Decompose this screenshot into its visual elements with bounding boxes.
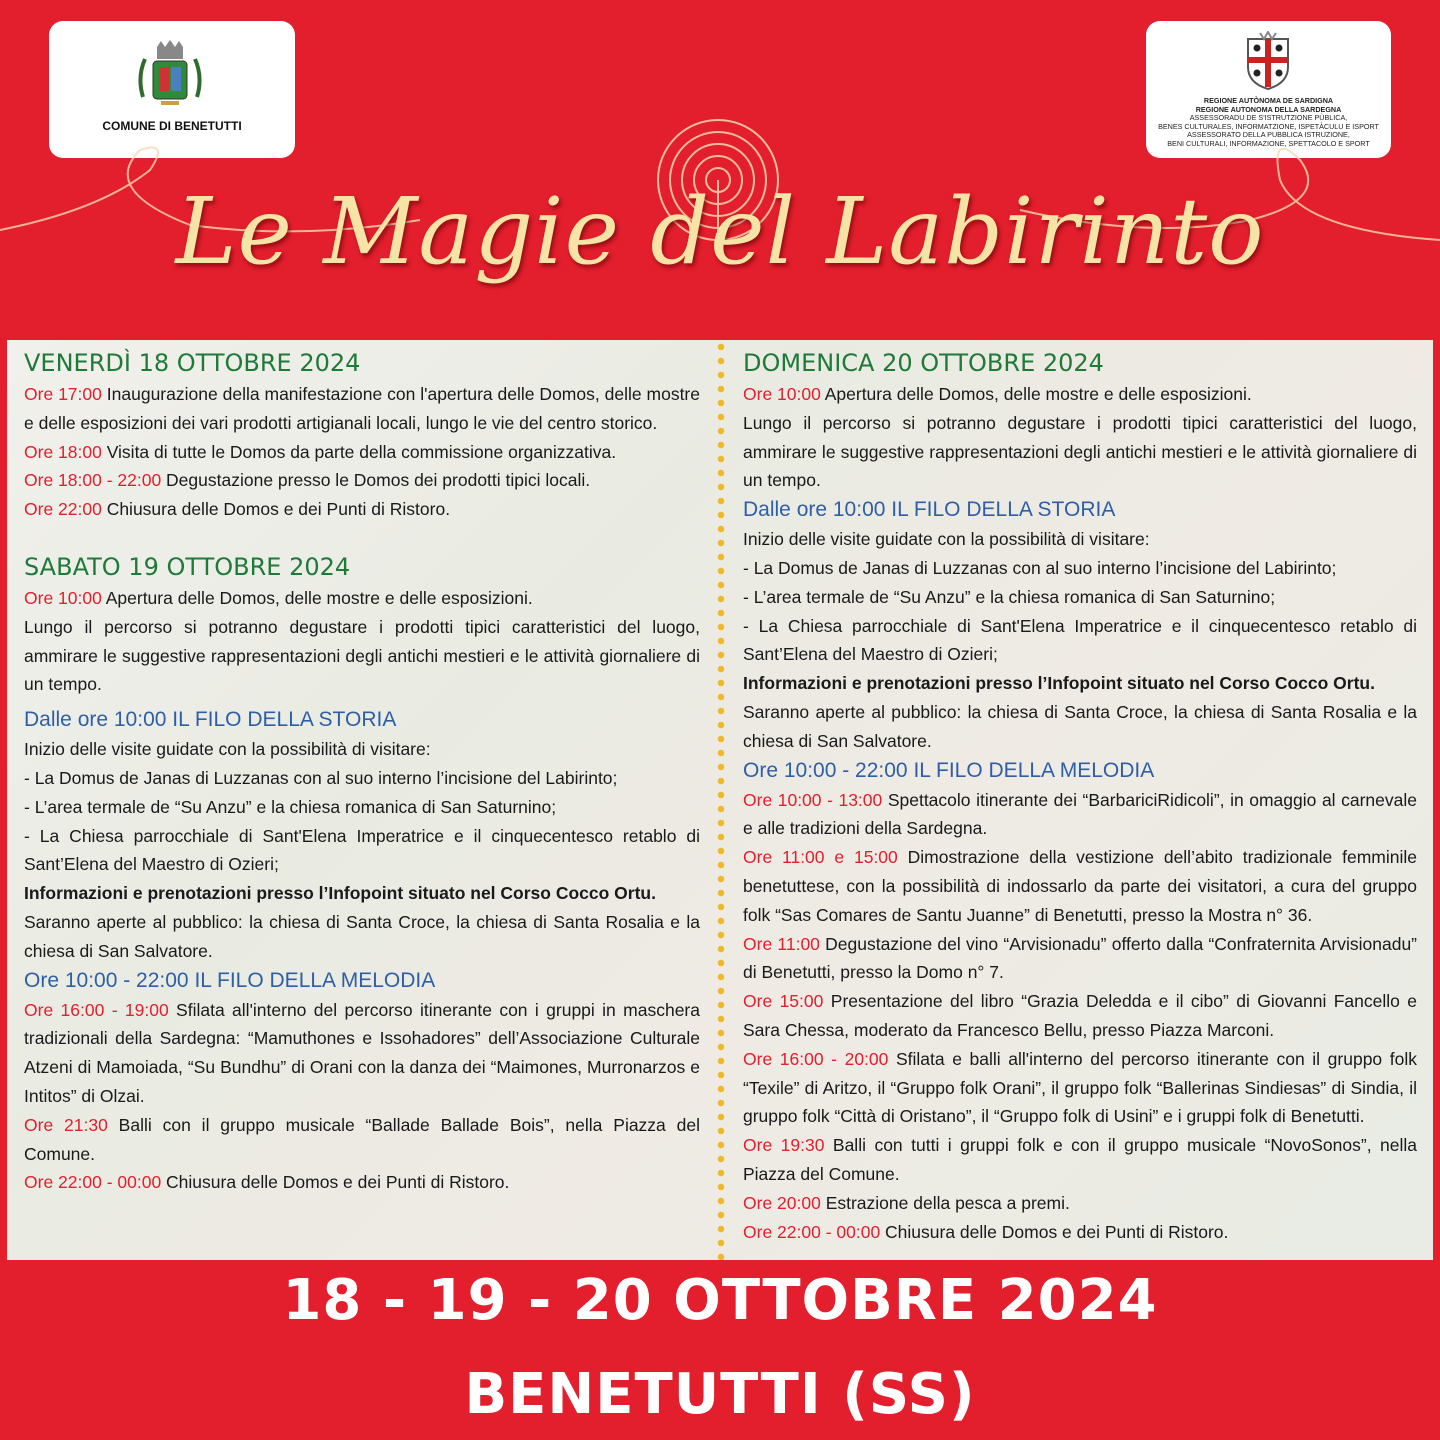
section-heading-melodia: Ore 10:00 - 22:00 IL FILO DELLA MELODIA: [743, 758, 1155, 782]
event-item: Ore 20:00 Estrazione della pesca a premi.: [743, 1192, 1070, 1213]
event-item: Ore 11:00 e 15:00 Dimostrazione della vestizione dell’abito tradizionale femminile benetuttese, con la possibilità di indossarlo da parte dei visitatori, a cura del gruppo folk “Sas Comares de Santu Juanne” di Benetutti, presso la Mostra n° 36.: [743, 847, 1417, 925]
region-line-4: BENES CULTURALES, INFORMATZIONE, ISPETÀCULU E ISPORT: [1158, 121, 1379, 131]
visits-line: - La Chiesa parrocchiale di Sant'Elena Imperatrice e il cinquecentesco retablo di Sant’Elena del Maestro di Ozieri;: [24, 825, 700, 875]
event-item: Ore 22:00 Chiusura delle Domos e dei Punti di Ristoro.: [24, 499, 451, 520]
visits-line: - La Chiesa parrocchiale di Sant'Elena Imperatrice e il cinquecentesco retablo di Sant’Elena del Maestro di Ozieri;: [743, 615, 1417, 665]
event-item: Ore 17:00 Inaugurazione della manifestazione con l'apertura delle Domos, delle mostre e delle esposizioni dei vari prodotti artigianali locali, lungo le vie del centro storico.: [24, 384, 700, 433]
event-item: Ore 18:00 Visita di tutte le Domos da parte della commissione organizzativa.: [24, 441, 617, 462]
footer-place: BENETUTTI (SS): [464, 1362, 976, 1427]
paragraph: Lungo il percorso si potranno degustare i prodotti tipici caratteristici del luogo, ammirare le suggestive rappresentazioni degli antichi mestieri e le attività giornaliere di un tempo.: [24, 616, 700, 695]
region-line-3: ASSESSORADU DE S'ISTRUTZIONE PÙBLICA,: [1189, 113, 1348, 123]
column-divider: [716, 340, 726, 1260]
day-heading-friday: VENERDÌ 18 OTTOBRE 2024: [24, 349, 361, 377]
region-line-1: REGIONE AUTÒNOMA DE SARDIGNA: [1203, 96, 1334, 105]
program-panel: [7, 340, 1433, 1260]
region-line-5: ASSESSORATO DELLA PUBBLICA ISTRUZIONE,: [1187, 130, 1350, 140]
visits-line: Inizio delle visite guidate con la possibilità di visitare:: [24, 739, 431, 760]
page-title: Le Magie del Labirinto: [175, 178, 1265, 285]
paragraph: Saranno aperte al pubblico: la chiesa di Santa Croce, la chiesa di Santa Rosalia e la chiesa di San Salvatore.: [743, 701, 1417, 751]
section-heading-storia: Dalle ore 10:00 IL FILO DELLA STORIA: [24, 708, 397, 732]
info-line: Informazioni e prenotazioni presso l’Infopoint situato nel Corso Cocco Ortu.: [743, 673, 1375, 694]
visits-line: - L’area termale de “Su Anzu” e la chiesa romanica di San Saturnino;: [24, 796, 557, 817]
event-item: Ore 16:00 - 19:00 Sfilata all'interno del percorso itinerante con i gruppi in maschera tradizionali della Sardegna: “Mamuthones e Issohadores” dell’Associazione Culturale Atzeni di Mamoiada, “Su Bundhu” di Orani con la danza dei “Maimones, Murronarzos e Intitos” di Olzai.: [24, 999, 700, 1106]
footer-dates: 18 - 19 - 20 OTTOBRE 2024: [282, 1268, 1158, 1333]
event-item: Ore 16:00 - 20:00 Sfilata e balli all'interno del percorso itinerante con il gruppo folk “Texile” di Aritzo, il “Gruppo folk Orani”, il gruppo folk “Ballerinas Sindiesas” di Sindia, il gruppo folk “Città di Oristano”, il “Gruppo folk di Usini” e i gruppi folk di Benetutti.: [743, 1048, 1417, 1127]
day-heading-sunday: DOMENICA 20 OTTOBRE 2024: [743, 349, 1104, 377]
section-heading-melodia: Ore 10:00 - 22:00 IL FILO DELLA MELODIA: [24, 968, 436, 992]
event-item: Ore 19:30 Balli con tutti i gruppi folk e con il gruppo musicale “NovoSonos”, nella Piazza del Comune.: [743, 1135, 1417, 1184]
region-line-2: REGIONE AUTONOMA DELLA SARDEGNA: [1195, 104, 1342, 114]
right-column: [743, 346, 1417, 1246]
visits-line: Inizio delle visite guidate con la possibilità di visitare:: [743, 529, 1150, 550]
section-heading-storia: Dalle ore 10:00 IL FILO DELLA STORIA: [743, 498, 1116, 522]
event-item: Ore 10:00 Apertura delle Domos, delle mostre e delle esposizioni.: [24, 587, 533, 608]
info-line: Informazioni e prenotazioni presso l’Infopoint situato nel Corso Cocco Ortu.: [24, 883, 656, 904]
visits-line: - L’area termale de “Su Anzu” e la chiesa romanica di San Saturnino;: [743, 586, 1276, 607]
comune-label: COMUNE DI BENETUTTI: [102, 119, 242, 133]
event-item: Ore 10:00 Apertura delle Domos, delle mostre e delle esposizioni.: [743, 384, 1252, 404]
header: [0, 0, 1440, 340]
event-item: Ore 11:00 Degustazione del vino “Arvisionadu” offerto dalla “Confraternita Arvisionadu” di Benetutti, presso la Domo n° 7.: [743, 933, 1418, 983]
day-heading-saturday: SABATO 19 OTTOBRE 2024: [24, 552, 351, 581]
event-item: Ore 15:00 Presentazione del libro “Grazia Deledda e il cibo” di Giovanni Fancello e Sara Chessa, moderato da Francesco Bellu, presso Piazza Marconi.: [743, 991, 1418, 1040]
sardinia-emblem-icon: [1240, 31, 1296, 91]
event-item: Ore 18:00 - 22:00 Degustazione presso le Domos dei prodotti tipici locali.: [24, 470, 591, 491]
event-item: Ore 22:00 - 00:00 Chiusura delle Domos e dei Punti di Ristoro.: [743, 1221, 1229, 1242]
event-item: Ore 10:00 - 13:00 Spettacolo itinerante dei “BarbariciRidicoli”, in omaggio al carnevale e alle tradizioni della Sardegna.: [743, 789, 1417, 839]
paragraph: Saranno aperte al pubblico: la chiesa di Santa Croce, la chiesa di Santa Rosalia e la chiesa di San Salvatore.: [24, 911, 700, 961]
visits-line: - La Domus de Janas di Luzzanas con al suo interno l’incisione del Labirinto;: [743, 557, 1337, 578]
left-column: [24, 346, 700, 1197]
event-item: Ore 22:00 - 00:00 Chiusura delle Domos e dei Punti di Ristoro.: [24, 1172, 510, 1193]
visits-line: - La Domus de Janas di Luzzanas con al suo interno l’incisione del Labirinto;: [24, 767, 618, 788]
paragraph: Lungo il percorso si potranno degustare i prodotti tipici caratteristici del luogo, ammirare le suggestive rappresentazioni degli antichi mestieri e le attività giornaliere di un tempo.: [743, 412, 1417, 491]
region-line-6: BENI CULTURALI, INFORMAZIONE, SPETTACOLO E SPORT: [1167, 138, 1370, 148]
event-item: Ore 21:30 Balli con il gruppo musicale “Ballade Ballade Bois”, nella Piazza del Comune.: [24, 1114, 700, 1164]
